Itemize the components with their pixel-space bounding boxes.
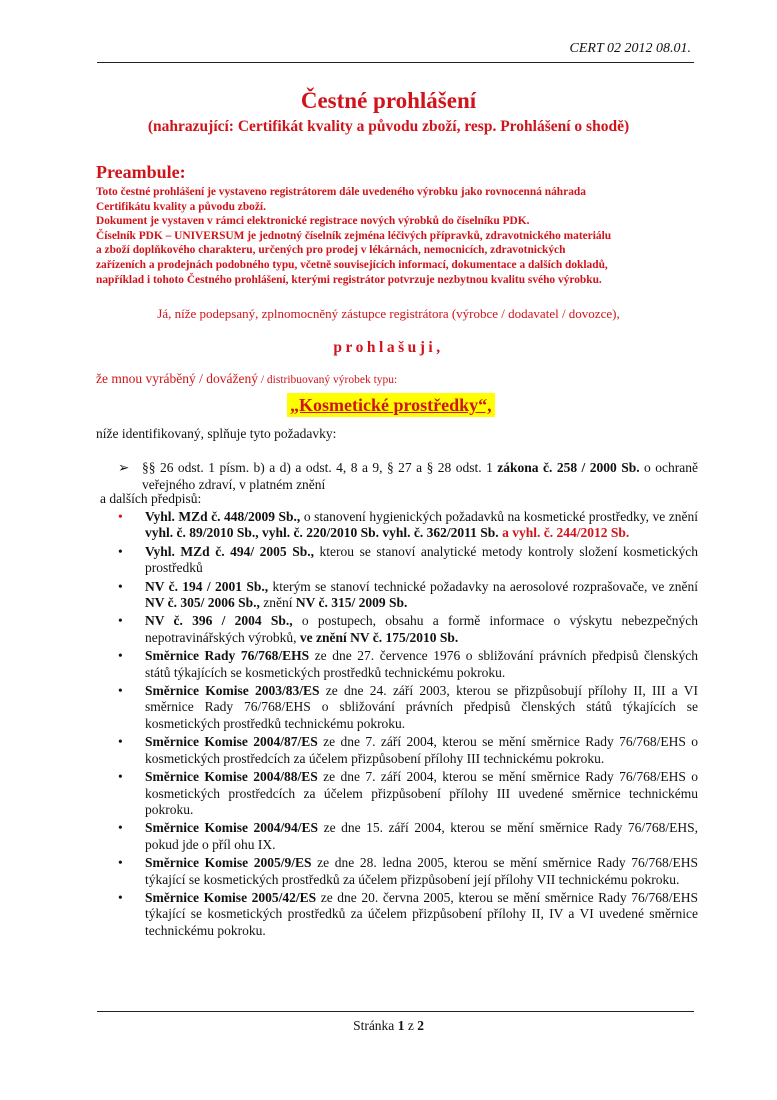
- law-text-part: §§ 26 odst. 1 písm. b) a d) a odst. 4, 8 a 9, § 27 a § 28 odst. 1: [142, 460, 498, 475]
- bullet-icon: •: [118, 769, 123, 785]
- preamble-text: [96, 185, 696, 287]
- document-code: CERT 02 2012 08.01.: [569, 41, 691, 56]
- regulations-list: [118, 509, 698, 941]
- regulation-name: Vyhl. MZd č. 494/ 2005 Sb.,: [145, 543, 314, 559]
- preamble-line: Číselník PDK – UNIVERSUM je jednotný číselník zejména léčivých přípravků, zdravotnického materiálu: [96, 229, 612, 242]
- regulation-text: ze dne 15. září 2004, kterou se mění směrnice Rady 76/768/EHS, pokud jde o příl ohu IX.: [145, 820, 698, 852]
- bullet-icon: •: [118, 613, 123, 629]
- regulation-item: [118, 890, 698, 939]
- product-type-intro: [96, 371, 397, 387]
- product-type-suffix: / distribuovaný výrobek typu:: [257, 374, 398, 386]
- regulation-name: Směrnice Komise 2003/83/ES: [145, 683, 320, 699]
- declaration-verb: prohlašuji,: [333, 339, 444, 356]
- regulation-text: ze dne 27. července 1976 o sbližování právních předpisů členských států týkajících se kosmetických prostředků technickému pokroku.: [145, 648, 698, 680]
- regulation-text: ze dne 7. září 2004, kterou se mění směrnice Rady 76/768/EHS o kosmetických prostředcích za účelem přizpůsobení přílohy III uvedené směrnice technickému pokroku.: [145, 769, 698, 817]
- regulation-item: [118, 579, 698, 612]
- regulation-item: [118, 648, 698, 681]
- regulation-amendment: NV č. 315/ 2009 Sb.: [295, 595, 408, 611]
- regulation-text: ze dne 20. června 2005, kterou se mění směrnice Rady 76/768/EHS týkající se kosmetických prostředků za účelem přizpůsobení přílohy II, IV a VI uvedené směrnice technickému pokroku.: [145, 889, 698, 938]
- regulation-amendments: vyhl. č. 89/2010 Sb., vyhl. č. 220/2010 Sb. vyhl. č. 362/2011 Sb.: [145, 525, 499, 541]
- product-type-prefix: že mnou vyráběný / dovážený: [96, 371, 258, 386]
- page-total: 2: [417, 1018, 424, 1033]
- regulation-amendment: ve znění NV č. 175/2010 Sb.: [299, 629, 459, 645]
- preamble-line: Toto čestné prohlášení je vystaveno registrátorem dále uvedeného výrobku jako rovnocenná náhrada: [96, 186, 586, 198]
- regulation-text: ze dne 28. ledna 2005, kterou se mění směrnice Rady 76/768/EHS týkající se kosmetických prostředků za účelem přizpůsobení její přílohy VII technickému pokroku.: [145, 855, 698, 887]
- document-subtitle: (nahrazující: Certifikát kvality a původu zboží, resp. Prohlášení o shodě): [147, 118, 630, 135]
- regulation-item: [118, 855, 698, 888]
- regulation-text: ze dne 7. září 2004, kterou se mění směrnice Rady 76/768/EHS o kosmetických prostředcích za účelem přizpůsobení přílohy III technickému pokroku.: [145, 734, 698, 766]
- declaration-intro: Já, níže podepsaný, zplnomocněný zástupce registrátora (výrobce / dodavatel / dovozce),: [157, 306, 620, 321]
- regulation-name: Směrnice Komise 2005/42/ES: [145, 889, 317, 905]
- top-divider: [97, 62, 694, 63]
- regulation-item: [118, 734, 698, 767]
- regulation-text: kterým se stanoví technické požadavky na aerosolové rozprašovače, ve znění: [268, 578, 698, 594]
- regulation-text: znění: [259, 595, 296, 611]
- preamble-line: Dokument je vystaven v rámci elektronické registrace nových výrobků do číselníku PDK.: [96, 215, 530, 228]
- page-number: 1: [397, 1018, 405, 1033]
- bullet-icon: •: [118, 683, 123, 699]
- bullet-icon: •: [118, 509, 123, 524]
- other-regulations-label: a dalších předpisů:: [100, 491, 202, 506]
- bullet-icon: •: [118, 855, 123, 871]
- bullet-icon: •: [118, 543, 123, 559]
- regulation-item: [118, 509, 698, 542]
- regulation-name: NV č. 396 / 2004 Sb.,: [145, 613, 293, 629]
- bottom-divider: [97, 1011, 694, 1012]
- bullet-icon: •: [118, 734, 123, 750]
- page-separator: z: [407, 1018, 414, 1033]
- preamble-line: a zboží doplňkového charakteru, určených pro prodej v lékárnách, nemocnicích, zdravotnických: [96, 244, 566, 257]
- regulation-name: Směrnice Komise 2005/9/ES: [145, 855, 312, 871]
- regulation-name: Směrnice Komise 2004/87/ES: [145, 734, 318, 750]
- bullet-icon: •: [118, 820, 123, 836]
- regulation-item: [118, 613, 698, 646]
- preamble-line: například i tohoto Čestného prohlášení, kterými registrátor potvrzuje nezbytnou kvalitu svého výrobku.: [96, 273, 602, 286]
- law-name: zákona č. 258 / 2000 Sb.: [497, 460, 640, 475]
- document-title: Čestné prohlášení: [300, 88, 477, 113]
- preamble-line: Certifikátu kvality a původu zboží.: [96, 200, 266, 213]
- regulation-item: [118, 544, 698, 577]
- law-text-part: o ochraně veřejného zdraví, v platném znění: [142, 460, 698, 492]
- regulation-amendment: NV č. 305/ 2006 Sb.,: [145, 595, 260, 611]
- regulation-name: Vyhl. MZd č. 448/2009 Sb.,: [145, 509, 301, 524]
- regulation-name: Směrnice Komise 2004/94/ES: [145, 820, 319, 836]
- regulation-text: o stanovení hygienických požadavků na kosmetické prostředky, ve znění: [300, 509, 698, 524]
- regulation-item: [118, 769, 698, 818]
- regulation-text: kterou se stanoví analytické metody kontroly složení kosmetických prostředků: [145, 543, 698, 576]
- regulation-item: [118, 820, 698, 853]
- main-law-item: [118, 459, 698, 493]
- regulation-text: ze dne 24. září 2003, kterou se přizpůsobují přílohy II, III a VI směrnice Rady 76/768/EHS o sbližování právních předpisů členských států týkajících se kosmetických prostředků technickému pokroku.: [145, 683, 698, 731]
- bullet-icon: •: [118, 578, 123, 594]
- regulation-text: o postupech, obsahu a formě informace o výskytu nebezpečných nepotravinářských výrobků,: [145, 613, 698, 645]
- page-label: Stránka: [353, 1018, 395, 1033]
- preamble-line: zařízeních a prodejnách podobného typu, včetně souvisejících informací, dokumentace a dalších dokladů,: [96, 258, 608, 271]
- regulation-name: Směrnice Rady 76/768/EHS: [145, 648, 310, 664]
- regulation-name: Směrnice Komise 2004/88/ES: [145, 769, 318, 785]
- preamble-heading: Preambule:: [96, 162, 186, 182]
- page-footer: [0, 1018, 777, 1034]
- bullet-icon: •: [118, 648, 123, 664]
- product-type-highlight: „Kosmetické prostředky“,: [287, 393, 495, 417]
- requirements-intro: níže identifikovaný, splňuje tyto požadavky:: [96, 426, 337, 441]
- regulation-amendment-red: a vyhl. č. 244/2012 Sb.: [498, 525, 630, 541]
- regulation-name: NV č. 194 / 2001 Sb.,: [145, 578, 269, 594]
- arrow-bullet-icon: ➢: [118, 460, 130, 475]
- regulation-item: [118, 683, 698, 732]
- main-law-text: [142, 459, 698, 493]
- bullet-icon: •: [118, 889, 123, 905]
